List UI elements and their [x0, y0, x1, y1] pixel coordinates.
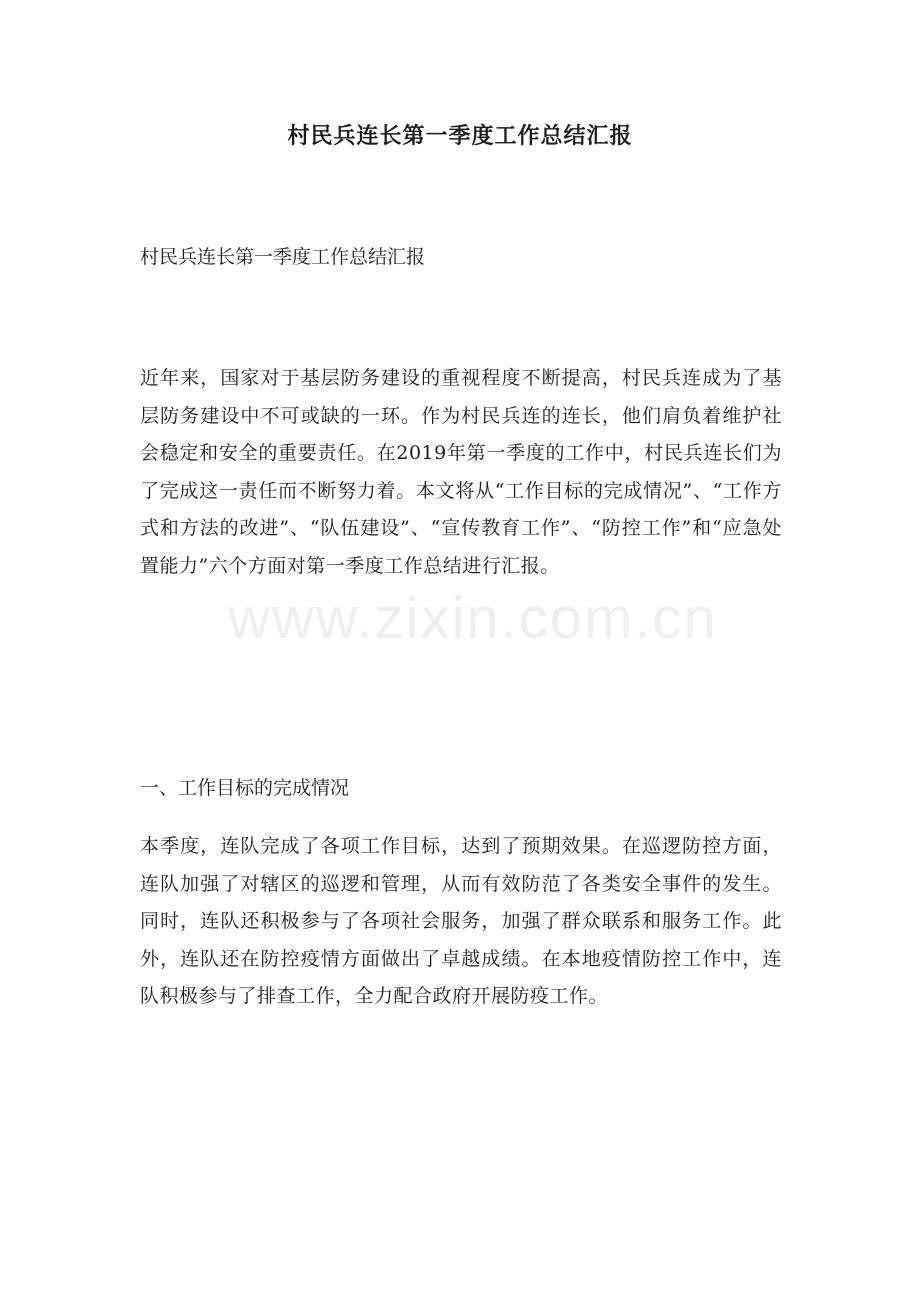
- intro-paragraph: 近年来，国家对于基层防务建设的重视程度不断提高，村民兵连成为了基层防务建设中不可或缺的一环。作为村民兵连的连长，他们肩负着维护社会稳定和安全的重要责任。在2019年第一季度的工作中，村民兵连长们为了完成这一责任而不断努力着。本文将从“工作目标的完成情况”、“工作方式和方法的改进”、“队伍建设”、“宣传教育工作”、“防控工作”和“应急处置能力”六个方面对第一季度工作总结进行汇报。: [140, 367, 782, 577]
- section-heading-1: 一、工作目标的完成情况: [140, 777, 350, 799]
- section-body-1: 本季度，连队完成了各项工作目标，达到了预期效果。在巡逻防控方面，连队加强了对辖区的巡逻和管理，从而有效防范了各类安全事件的发生。同时，连队还积极参与了各项社会服务，加强了群众联系和服务工作。此外，连队还在防控疫情方面做出了卓越成绩。在本地疫情防控工作中，连队积极参与了排查工作，全力配合政府开展防疫工作。: [140, 835, 782, 1008]
- document-title: 村民兵连长第一季度工作总结汇报: [287, 123, 633, 149]
- watermark: www.zixin.com.cn: [228, 586, 718, 651]
- document-subtitle: 村民兵连长第一季度工作总结汇报: [140, 246, 426, 268]
